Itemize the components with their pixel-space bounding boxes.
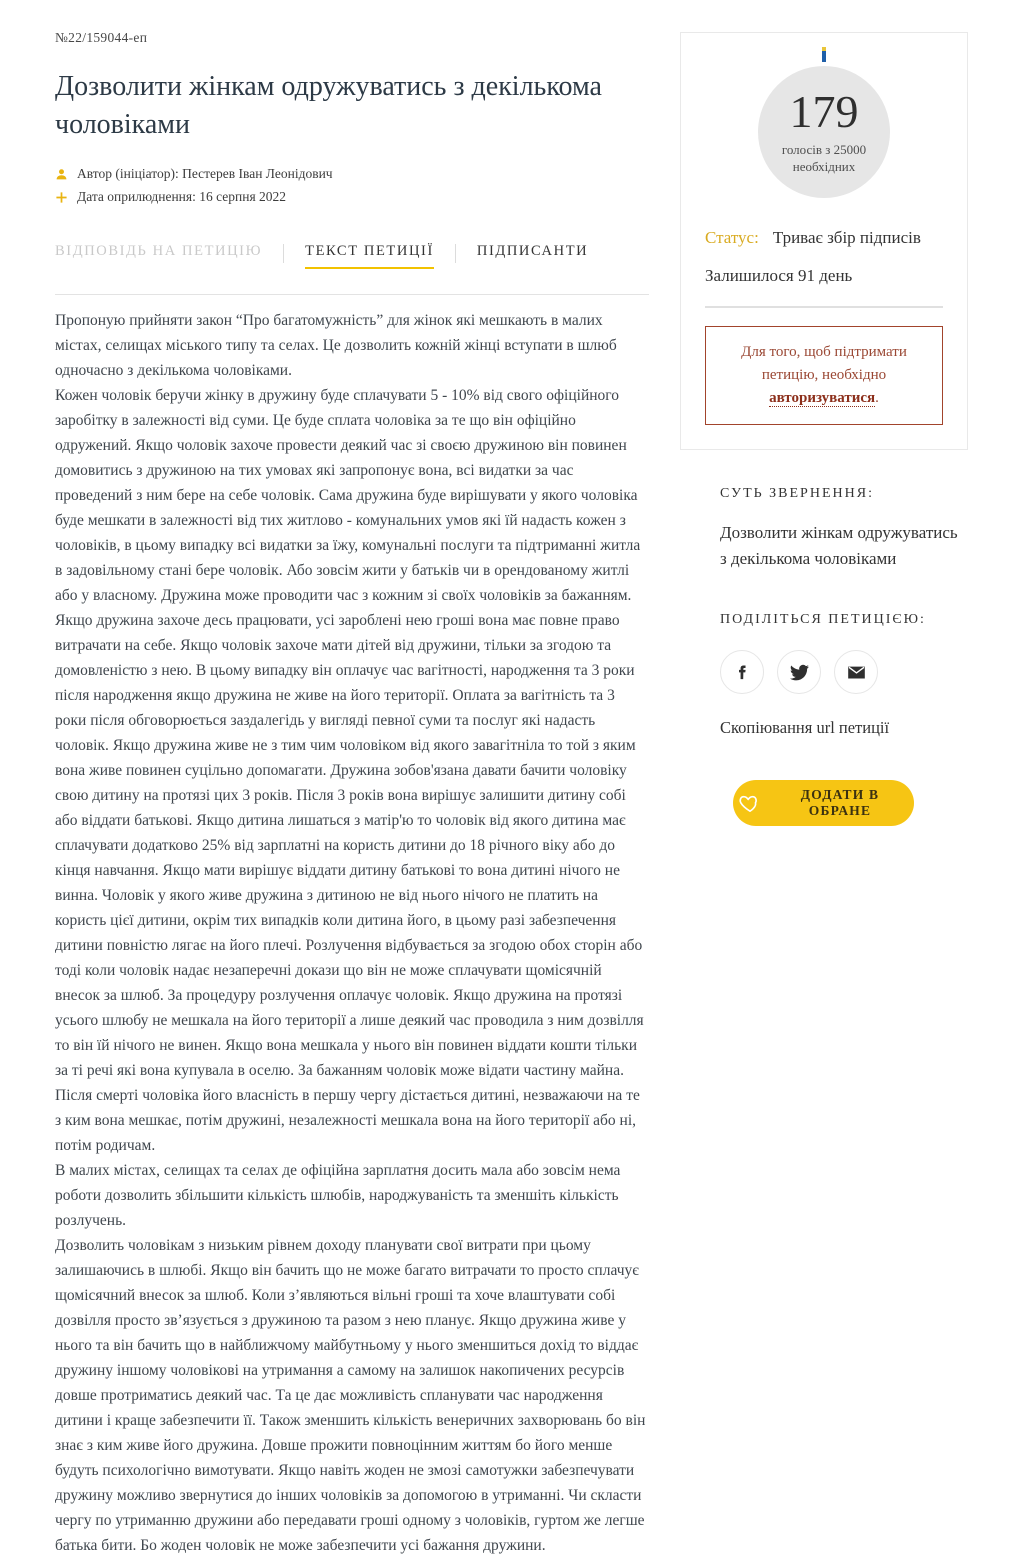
essence-heading: СУТЬ ЗВЕРНЕННЯ: <box>720 486 874 501</box>
facebook-icon <box>733 663 751 681</box>
twitter-icon <box>790 663 809 682</box>
tab-bar <box>55 243 649 269</box>
tab-signers[interactable]: ПІДПИСАНТИ <box>476 243 589 259</box>
body-paragraph: Пропоную прийняти закон “Про багатомужність” для жінок які мешкають в малих містах, селищах міського типу та селах. Це дозволить кожній жінці вступати в шлюб одночасно з декількома чоловіками. <box>55 312 617 379</box>
email-icon <box>847 663 866 682</box>
page-title: Дозволити жінкам одружуватись з декількома чоловіками <box>55 71 602 140</box>
share-facebook-button[interactable] <box>720 650 764 694</box>
body-paragraph: Кожен чоловік беручи жінку в дружину буде сплачувати 5 - 10% від свого офіційного заробітку в залежності від суми. Це буде сплата чоловіка за те що він офіційно одружений. Якщо чоловік захоче провести деякий час зі своєю дружиною він повинен домовитись з дружиною на тих умовах які запропонує вона, всі видатки за час проведений з ним бере на себе чоловік. Сама дружина буде вирішувати у якого чоловіка буде мешкати в залежності від тих житлово - комунальних умов які їй надасть кожен з чоловіків, в цьому випадку всі видатки за їжу, комунальні послуги та підтриманні житла в задовільному стані бере чоловік. Або зовсім жити у батьків чи в орендованому житлі або у власному. Дружина може проводити час з кожним зі своїх чоловіків за бажанням. Якщо дружина захоче десь працювати, усі зароблені нею гроші вона має повне право витрачати на себе. Якщо чоловік захоче мати дітей від дружини, тільки за згодою та домовленістю з нею. В цьому випадку він оплачує час вагітності, народження та 3 роки після народження якщо дружина не живе на його території. Оплата за вагітність та 3 роки після обговорюється заздалегідь у вигляді певної суми та послуг які надасть чоловік. Якщо дружина живе не з тим чим чоловіком від якого завагітніла то той з яким вона живе повинен суцільно допомагати. Дружина зобов'язана давати бачити чоловіку свою дитину на протязі цих 3 років. Після 3 років вона вирішує залишити дитину собі або віддати батькові. Якщо дитина лишаться з матір'ю то чоловік від якого дитина має сплачувати додатково 25% від зарплатні на користь дитини до 18 річного віку або до кінця навчання. Якщо мати вирішує віддати дитину батькові то вона дитині нічого не винна. Чоловік у якого живе дружина з дитиною не від нього нічого не платить на користь цієї дитини, окрім тих випадків коли дитина його, в цьому разі забезпечення дитини повністю лягає на його плечі. Розлучення відбувається за згодою обох сторін або тоді коли чоловік надає незаперечні докази що він не може сплачувати щомісячній внесок за шлюб. За процедуру розлучення оплачує чоловік. Якщо дружина на протязі усього шлюбу не мешкала на його території а лише деякий час проводила з ним дозвілля то він їй нічого не винен. Якщо вона мешкала у нього він повинен віддати кошти тільки за ті речі які вона купувала в оселю. За бажанням чоловік може відати частину майна. Після смерті чоловіка його власність в першу чергу дістається дитині, незважаючи на те з ким вона мешкає, потім дружині, незалежності мешкала вона на його території або ні, потім родичам. <box>55 387 644 1154</box>
published-row <box>55 189 649 205</box>
author-text: Автор (ініціатор): Пестерев Іван Леонідович <box>77 166 333 181</box>
progress-tick-icon <box>822 47 826 62</box>
tab-petition-text[interactable]: ТЕКСТ ПЕТИЦІЇ <box>305 243 434 269</box>
copy-url-link[interactable]: Скопіювання url петиції <box>720 718 890 737</box>
essence-text: Дозволити жінкам одружуватись з декількома чоловіками <box>720 523 958 568</box>
vote-count-circle <box>758 66 890 198</box>
auth-notice-period: . <box>875 390 879 406</box>
share-twitter-button[interactable] <box>777 650 821 694</box>
add-to-favorites-button[interactable] <box>733 780 914 826</box>
share-email-button[interactable] <box>834 650 878 694</box>
author-icon <box>55 168 68 181</box>
days-left: Залишилося 91 день <box>705 266 853 285</box>
status-value: Триває збір підписів <box>772 228 921 247</box>
published-text: Дата оприлюднення: 16 серпня 2022 <box>77 189 287 204</box>
sidebar-content <box>720 486 960 826</box>
petition-meta <box>55 166 649 205</box>
petition-number: №22/159044-еп <box>55 30 148 45</box>
heart-icon <box>739 793 761 813</box>
tab-separator <box>455 244 456 263</box>
auth-notice-box <box>705 326 943 425</box>
sidebar <box>680 32 968 826</box>
auth-notice-text: Для того, щоб підтримати петицію, необхідно <box>741 344 907 383</box>
authorize-link[interactable]: авторизуватися <box>769 390 876 406</box>
status-label: Статус: <box>705 228 759 247</box>
author-row <box>55 166 649 182</box>
body-paragraph: В малих містах, селищах та селах де офіційна зарплатня досить мала або зовсім нема роботи дозволить збільшити кількість шлюбів, народжуваність та зменшіть кількість розлучень. <box>55 1162 621 1229</box>
card-divider <box>705 306 943 308</box>
main-column <box>55 30 649 1558</box>
tab-separator <box>283 244 284 263</box>
vote-card <box>680 32 968 450</box>
status-row <box>705 228 943 248</box>
tabs-divider <box>55 294 649 295</box>
tab-answer[interactable]: ВІДПОВІДЬ НА ПЕТИЦІЮ <box>55 243 263 259</box>
share-heading: ПОДІЛІТЬСЯ ПЕТИЦІЄЮ: <box>720 612 926 627</box>
vote-count: 179 <box>789 86 859 137</box>
share-buttons <box>720 650 960 694</box>
vote-count-subtitle: голосів з 25000 необхідних <box>781 142 867 174</box>
add-to-favorites-label: ДОДАТИ В ОБРАНЕ <box>800 787 880 818</box>
petition-body-text <box>55 308 649 1558</box>
plus-icon <box>55 191 68 204</box>
body-paragraph: Дозволить чоловікам з низьким рівнем доходу планувати свої витрати при цьому залишаючись в шлюбі. Якщо він бачить що не може багато витрачати то просто сплачує щомісячний внесок за шлюб. Коли з’являються вільні гроші та хоче влаштувати собі дозвілля просто зв’язується з дружиною та разом з нею планує. Якщо дружина живе у нього та він бачить що в найближчому майбутньому у нього зменшиться дохід то віддає дружину іншому чоловікові на утримання а самому на залишок накопичених ресурсів довше протриматись деякий час. Та це дає можливість спланувати час народження дитини і краще забезпечити її. Також зменшить кількість венеричних захворювань бо він знає з ким живе його дружина. Довше прожити повноцінним життям бо його менше будуть психологічно вимотувати. Якщо навіть жоден не змозі самотужки забезпечувати дружину можливо звернутися до інших чоловіків за допомогою в утриманні. Чи скласти чергу по утриманню дружини або передавати гроші одному з чоловіків, гуртом же легше батька бити. Бо жоден чоловік не може забезпечити усі бажання дружини. <box>55 1237 646 1554</box>
